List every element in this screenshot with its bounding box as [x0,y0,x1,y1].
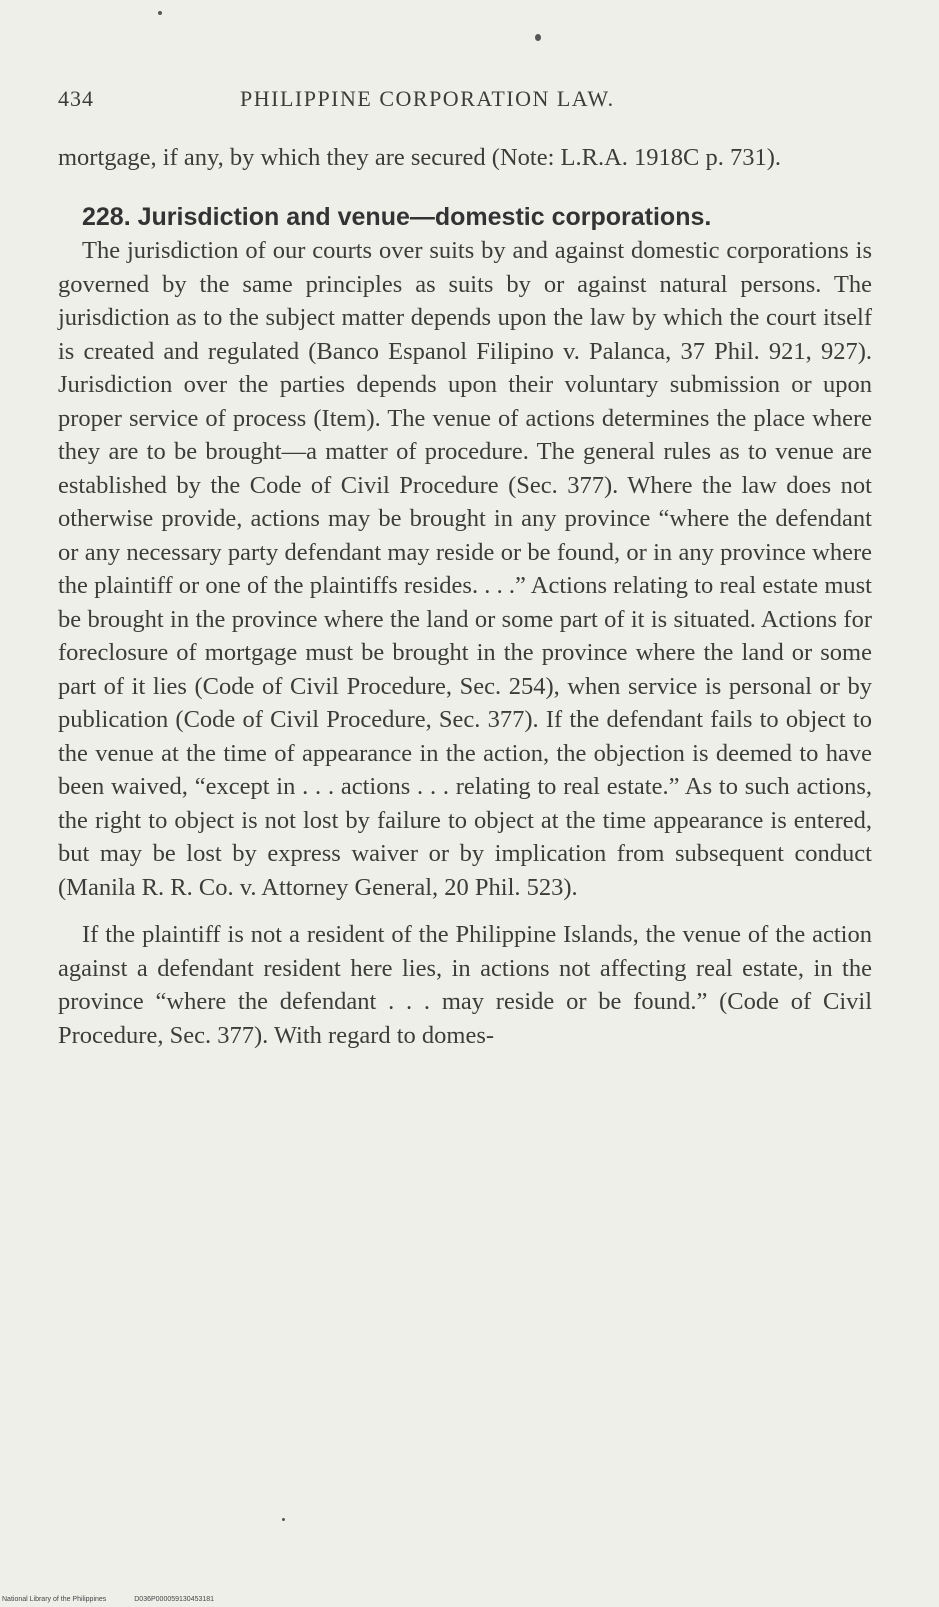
scan-speck [282,1518,285,1521]
paragraph: The jurisdiction of our courts over suits by and against domestic corporations is governed by the same principles as suits by or against natural persons. The jurisdiction as to the subject matter depends upon the law by which the court itself is created and regulated (Banco Espanol Filipino v. Palanca, 37 Phil. 921, 927). Jurisdiction over the parties depends upon their voluntary submission or upon proper service of process (Item). The venue of actions determines the place where they are to be brought—a matter of procedure. The general rules as to venue are established by the Code of Civil Procedure (Sec. 377). Where the law does not otherwise provide, actions may be brought in any province “where the defendant or any necessary party defendant may reside or be found, or in any province where the plaintiff or one of the plaintiffs resides. . . .” Actions relating to real estate must be brought in the province where the land or some part of it is situated. Actions for foreclosure of mortgage must be brought in the province where the land or some part of it lies (Code of Civil Procedure, Sec. 254), when service is personal or by publication (Code of Civil Procedure, Sec. 377). If the defendant fails to object to the venue at the time of appearance in the action, the objection is deemed to have been waived, “except in . . . actions . . . relating to real estate.” As to such actions, the right to object is not lost by failure to object at the time appearance is entered, but may be lost by express waiver or by implication from subsequent conduct (Manila R. R. Co. v. Attorney General, 20 Phil. 523). [58,237,872,901]
scan-speck [158,11,162,15]
footer-library: National Library of the Philippines [2,1596,107,1603]
section-heading: 228. Jurisdiction and venue—domestic corporations. [82,202,712,231]
lead-paragraph: mortgage, if any, by which they are secured (Note: L.R.A. 1918C p. 731). [58,144,782,171]
scan-speck [535,34,541,41]
body-text [58,141,872,1052]
footer-code: D036P000059130453181 [134,1596,215,1603]
page-number: 434 [58,86,94,111]
page-header [58,86,878,116]
paragraph: If the plaintiff is not a resident of the Philippine Islands, the venue of the action against a defendant resident here lies, in actions not affecting real estate, in the province “where the defendant . . . may reside or be found.” (Code of Civil Procedure, Sec. 377). With regard to domes- [58,921,872,1049]
scan-footer [2,1596,240,1603]
running-title: PHILIPPINE CORPORATION LAW. [240,86,615,111]
